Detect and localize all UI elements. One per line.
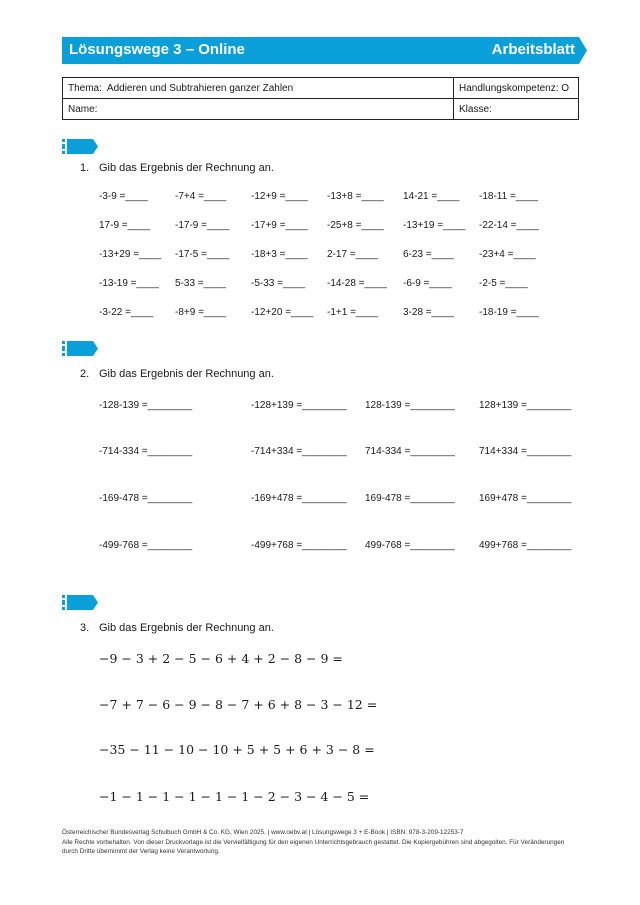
task-1-exercise: 14-21 =____ (403, 191, 460, 202)
task-1-exercise: -3-9 =____ (99, 191, 148, 202)
task-1-exercise: -13+8 =____ (327, 191, 384, 202)
task-1-exercise: -17-5 =____ (175, 249, 230, 260)
task-1-text: Gib das Ergebnis der Rechnung an. (99, 162, 274, 174)
task-3-expression: −9 − 3 + 2 − 5 − 6 + 4 + 2 − 8 − 9 = (99, 651, 343, 666)
task-1-exercise: 17-9 =____ (99, 220, 150, 231)
task-2-exercise: 499-768 =________ (365, 540, 455, 551)
section-marker-3 (62, 595, 98, 610)
task-2-title (80, 368, 274, 380)
task-1-exercise: -17-9 =____ (175, 220, 230, 231)
header-band (62, 37, 587, 64)
task-3-expression: −35 − 11 − 10 − 10 + 5 + 5 + 6 + 3 − 8 = (99, 742, 375, 757)
section-marker-1 (62, 139, 98, 154)
task-1-exercise: 2-17 =____ (327, 249, 378, 260)
footer-line-1: Österreichischer Bundesverlag Schulbuch GmbH & Co. KG, Wien 2025. | www.oebv.at | Lösungswege 3 + E-Book | ISBN: 978-3-209-12253-7 (62, 829, 464, 836)
task-2-exercise: 499+768 =________ (479, 540, 572, 551)
task-1-exercise: -12+9 =____ (251, 191, 308, 202)
task-2-exercise: 128+139 =________ (479, 400, 572, 411)
task-1-exercise: -23+4 =____ (479, 249, 536, 260)
task-1-exercise: -22-14 =____ (479, 220, 539, 231)
task-2-exercise: 714-334 =________ (365, 446, 455, 457)
name-cell: Name: (63, 99, 454, 120)
header-right-label: Arbeitsblatt (491, 41, 575, 58)
task-1-exercise: -8+9 =____ (175, 307, 227, 318)
task-1-exercise: -18+3 =____ (251, 249, 308, 260)
task-2-exercise: 169+478 =________ (479, 493, 572, 504)
thema-value: Addieren und Subtrahieren ganzer Zahlen (106, 82, 294, 94)
task-1-exercise: -18-19 =____ (479, 307, 539, 318)
task-3-number: 3. (80, 622, 90, 634)
task-3-expression: −7 + 7 − 6 − 9 − 8 − 7 + 6 + 8 − 3 − 12 = (99, 697, 378, 712)
task-1-title (80, 162, 274, 174)
task-1-number: 1. (80, 162, 90, 174)
section-marker-2 (62, 341, 98, 356)
task-1-exercise: 3-28 =____ (403, 307, 454, 318)
task-1-exercise: -13-19 =____ (99, 278, 159, 289)
task-2-exercise: -499-768 =________ (99, 540, 193, 551)
footer-line-2: Alle Rechte vorbehalten. Von dieser Druckvorlage ist die Vervielfältigung für den eigenen Unterrichtsgebrauch gestattet. Die Kopiergebühren sind abgegolten. Für Veränderungen durch Dritte übernimmt der Verlag keine Verantwortung. (62, 838, 565, 856)
task-1-exercise: -1+1 =____ (327, 307, 379, 318)
task-2-exercise: -169+478 =________ (251, 493, 347, 504)
task-3-expression: −1 − 1 − 1 − 1 − 1 − 1 − 2 − 3 − 4 − 5 = (99, 789, 370, 804)
thema-cell (63, 78, 454, 99)
task-2-exercise: 714+334 =________ (479, 446, 572, 457)
task-1-exercise: -5-33 =____ (251, 278, 306, 289)
task-1-exercise: -17+9 =____ (251, 220, 308, 231)
task-2-exercise: 169-478 =________ (365, 493, 455, 504)
task-1-exercise: -7+4 =____ (175, 191, 227, 202)
task-2-number: 2. (80, 368, 90, 380)
task-2-exercise: -499+768 =________ (251, 540, 347, 551)
task-3-text: Gib das Ergebnis der Rechnung an. (99, 622, 274, 634)
task-1-exercise: -14-28 =____ (327, 278, 387, 289)
task-1-exercise: -12+20 =____ (251, 307, 314, 318)
footer (62, 828, 582, 857)
task-2-text: Gib das Ergebnis der Rechnung an. (99, 368, 274, 380)
task-2-exercise: 128-139 =________ (365, 400, 455, 411)
task-1-exercise: -13+19 =____ (403, 220, 466, 231)
task-1-exercise: -6-9 =____ (403, 278, 452, 289)
task-1-exercise: -13+29 =____ (99, 249, 162, 260)
task-3-title (80, 622, 274, 634)
task-1-exercise: -18-11 =____ (479, 191, 539, 202)
thema-label: Thema: (68, 82, 102, 94)
task-1-exercise: -25+8 =____ (327, 220, 384, 231)
header-title: Lösungswege 3 – Online (69, 41, 245, 58)
task-2-exercise: -714-334 =________ (99, 446, 193, 457)
kompetenz-cell: Handlungskompetenz: O (454, 78, 579, 99)
task-2-exercise: -714+334 =________ (251, 446, 347, 457)
task-2-exercise: -128-139 =________ (99, 400, 193, 411)
task-1-exercise: 6-23 =____ (403, 249, 454, 260)
klasse-cell: Klasse: (454, 99, 579, 120)
task-2-exercise: -169-478 =________ (99, 493, 193, 504)
task-1-exercise: -2-5 =____ (479, 278, 528, 289)
task-2-exercise: -128+139 =________ (251, 400, 347, 411)
info-table (62, 77, 579, 120)
task-1-exercise: 5-33 =____ (175, 278, 226, 289)
task-1-exercise: -3-22 =____ (99, 307, 154, 318)
